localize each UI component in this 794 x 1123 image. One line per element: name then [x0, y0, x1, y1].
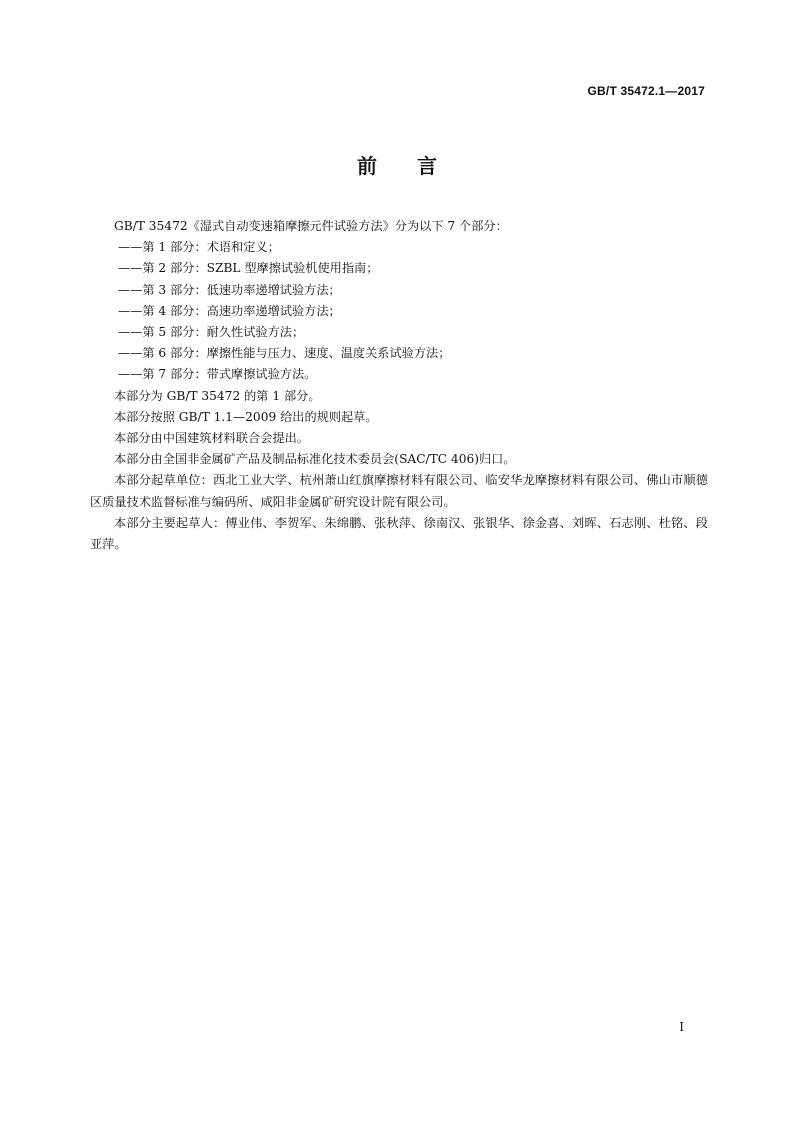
drafting-units: 本部分起草单位：西北工业大学、杭州萧山红旗摩擦材料有限公司、临安华龙摩擦材料有限公司、佛山市顺德区质量技术监督标准与编码所、咸阳非金属矿研究设计院有限公司。 [90, 473, 708, 509]
intro-paragraph: GB/T 35472《湿式自动变速箱摩擦元件试验方法》分为以下 7 个部分： [114, 219, 508, 233]
part-list-item: ——第 5 部分：耐久性试验方法； [118, 325, 305, 340]
part-statement: 本部分为 GB/T 35472 的第 1 部分。 [114, 388, 321, 403]
proposer-statement: 本部分由中国建筑材料联合会提出。 [114, 431, 309, 446]
page-number: I [679, 1020, 684, 1034]
committee-statement: 本部分由全国非金属矿产品及制品标准化技术委员会(SAC/TC 406)归口。 [114, 452, 516, 467]
drafting-rules-statement: 本部分按照 GB/T 1.1—2009 给出的规则起草。 [114, 409, 378, 424]
part-list-item: ——第 3 部分：低速功率递增试验方法； [118, 282, 341, 297]
page-title [0, 150, 794, 179]
part-list-item: ——第 2 部分：SZBL 型摩擦试验机使用指南； [118, 261, 379, 276]
part-list-item: ——第 4 部分：高速功率递增试验方法； [118, 303, 341, 318]
main-drafters: 本部分主要起草人：傅业伟、李贺军、朱绵鹏、张秋萍、徐南汉、张银华、徐金喜、刘晖、石志刚、杜铭、段亚萍。 [90, 515, 708, 552]
page-title-char-2: 言 [417, 154, 437, 178]
page-title-char-1: 前 [357, 154, 377, 178]
standard-code: GB/T 35472.1—2017 [587, 84, 705, 98]
part-list-item: ——第 7 部分：带式摩擦试验方法。 [118, 367, 317, 382]
part-list-item: ——第 6 部分：摩擦性能与压力、速度、温度关系试验方法； [118, 346, 451, 361]
foreword-body [90, 216, 708, 555]
part-list-item: ——第 1 部分：术语和定义； [118, 240, 280, 255]
